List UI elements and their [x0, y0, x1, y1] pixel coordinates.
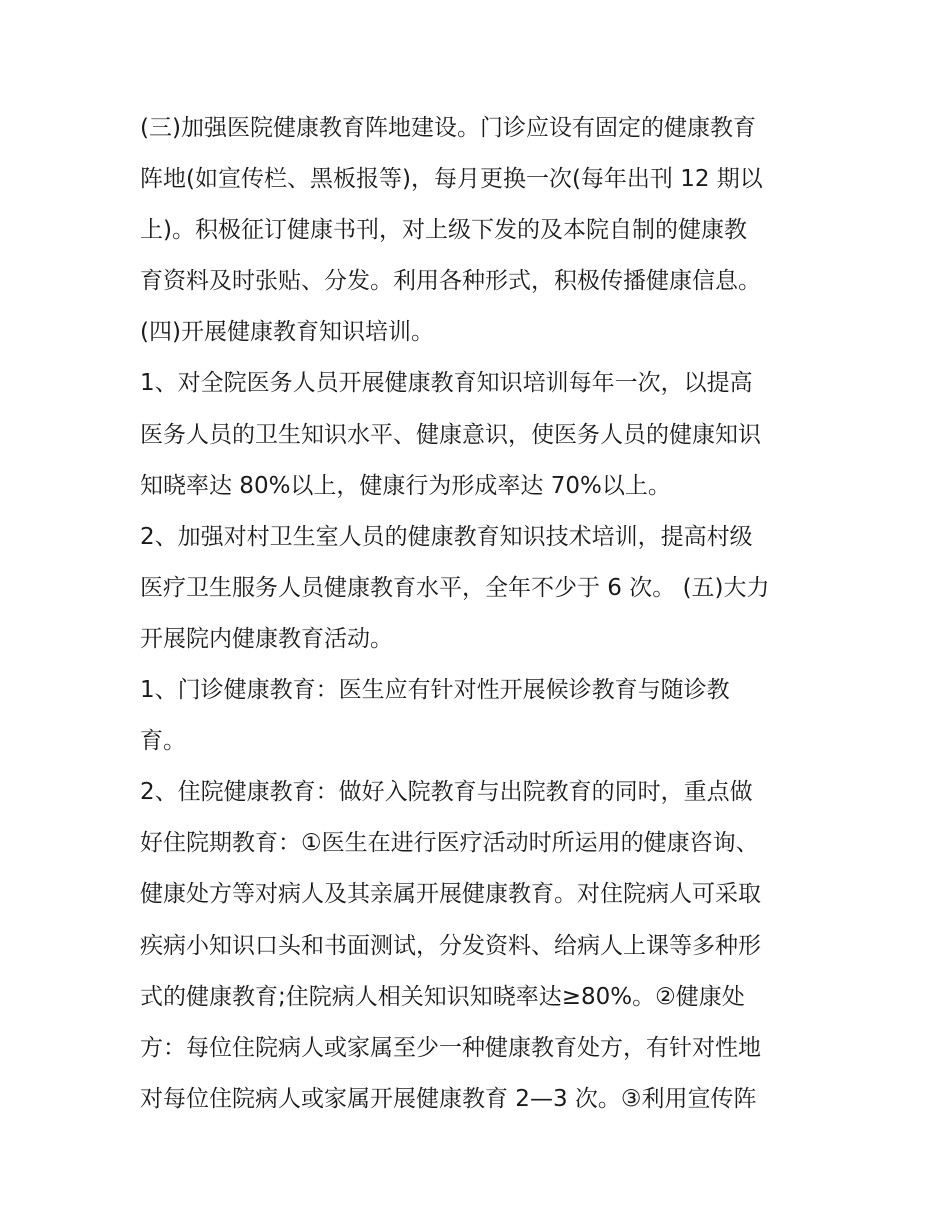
- text-line-11: 开展院内健康教育活动。: [140, 625, 393, 652]
- text-line-8: 知晓率达 80%以上，健康行为形成率达 70%以上。: [140, 472, 671, 499]
- text-line-9: 2、加强对村卫生室人员的健康教育知识技术培训，提高村级: [140, 523, 753, 550]
- text-line-1: (三)加强医院健康教育阵地建设。门诊应设有固定的健康教育: [140, 115, 756, 141]
- text-line-6: 1、对全院医务人员开展健康教育知识培训每年一次，以提高: [140, 370, 753, 397]
- text-line-12: 1、门诊健康教育：医生应有针对性开展候诊教育与随诊教: [140, 677, 730, 704]
- text-line-19: 方：每位住院病人或家属至少一种健康教育处方，有针对性地: [140, 1034, 761, 1061]
- text-line-7: 医务人员的卫生知识水平、健康意识，使医务人员的健康知识: [140, 421, 761, 448]
- text-line-20: 对每位住院病人或家属开展健康教育 2—3 次。③利用宣传阵: [140, 1085, 757, 1112]
- text-line-2: 阵地(如宣传栏、黑板报等)，每月更换一次(每年出刊 12 期以: [140, 166, 763, 193]
- section-heading-4: (四)开展健康教育知识培训。: [140, 319, 434, 346]
- text-line-17: 疾病小知识口头和书面测试，分发资料、给病人上课等多种形: [140, 932, 761, 959]
- text-line-16: 健康处方等对病人及其亲属开展健康教育。对住院病人可采取: [140, 881, 761, 908]
- text-line-18: 式的健康教育;住院病人相关知识知晓率达≥80%。②健康处: [140, 983, 745, 1010]
- text-line-10: 医疗卫生服务人员健康教育水平，全年不少于 6 次。 (五)大力: [140, 574, 770, 601]
- document-body: [140, 103, 830, 1125]
- text-line-13: 育。: [140, 728, 186, 755]
- text-line-3: 上)。积极征订健康书刊，对上级下发的及本院自制的健康教: [140, 217, 747, 244]
- text-line-4: 育资料及时张贴、分发。利用各种形式，积极传播健康信息。: [140, 268, 761, 295]
- text-line-14: 2、住院健康教育：做好入院教育与出院教育的同时，重点做: [140, 779, 753, 806]
- text-line-15: 好住院期教育：①医生在进行医疗活动时所运用的健康咨询、: [140, 830, 759, 857]
